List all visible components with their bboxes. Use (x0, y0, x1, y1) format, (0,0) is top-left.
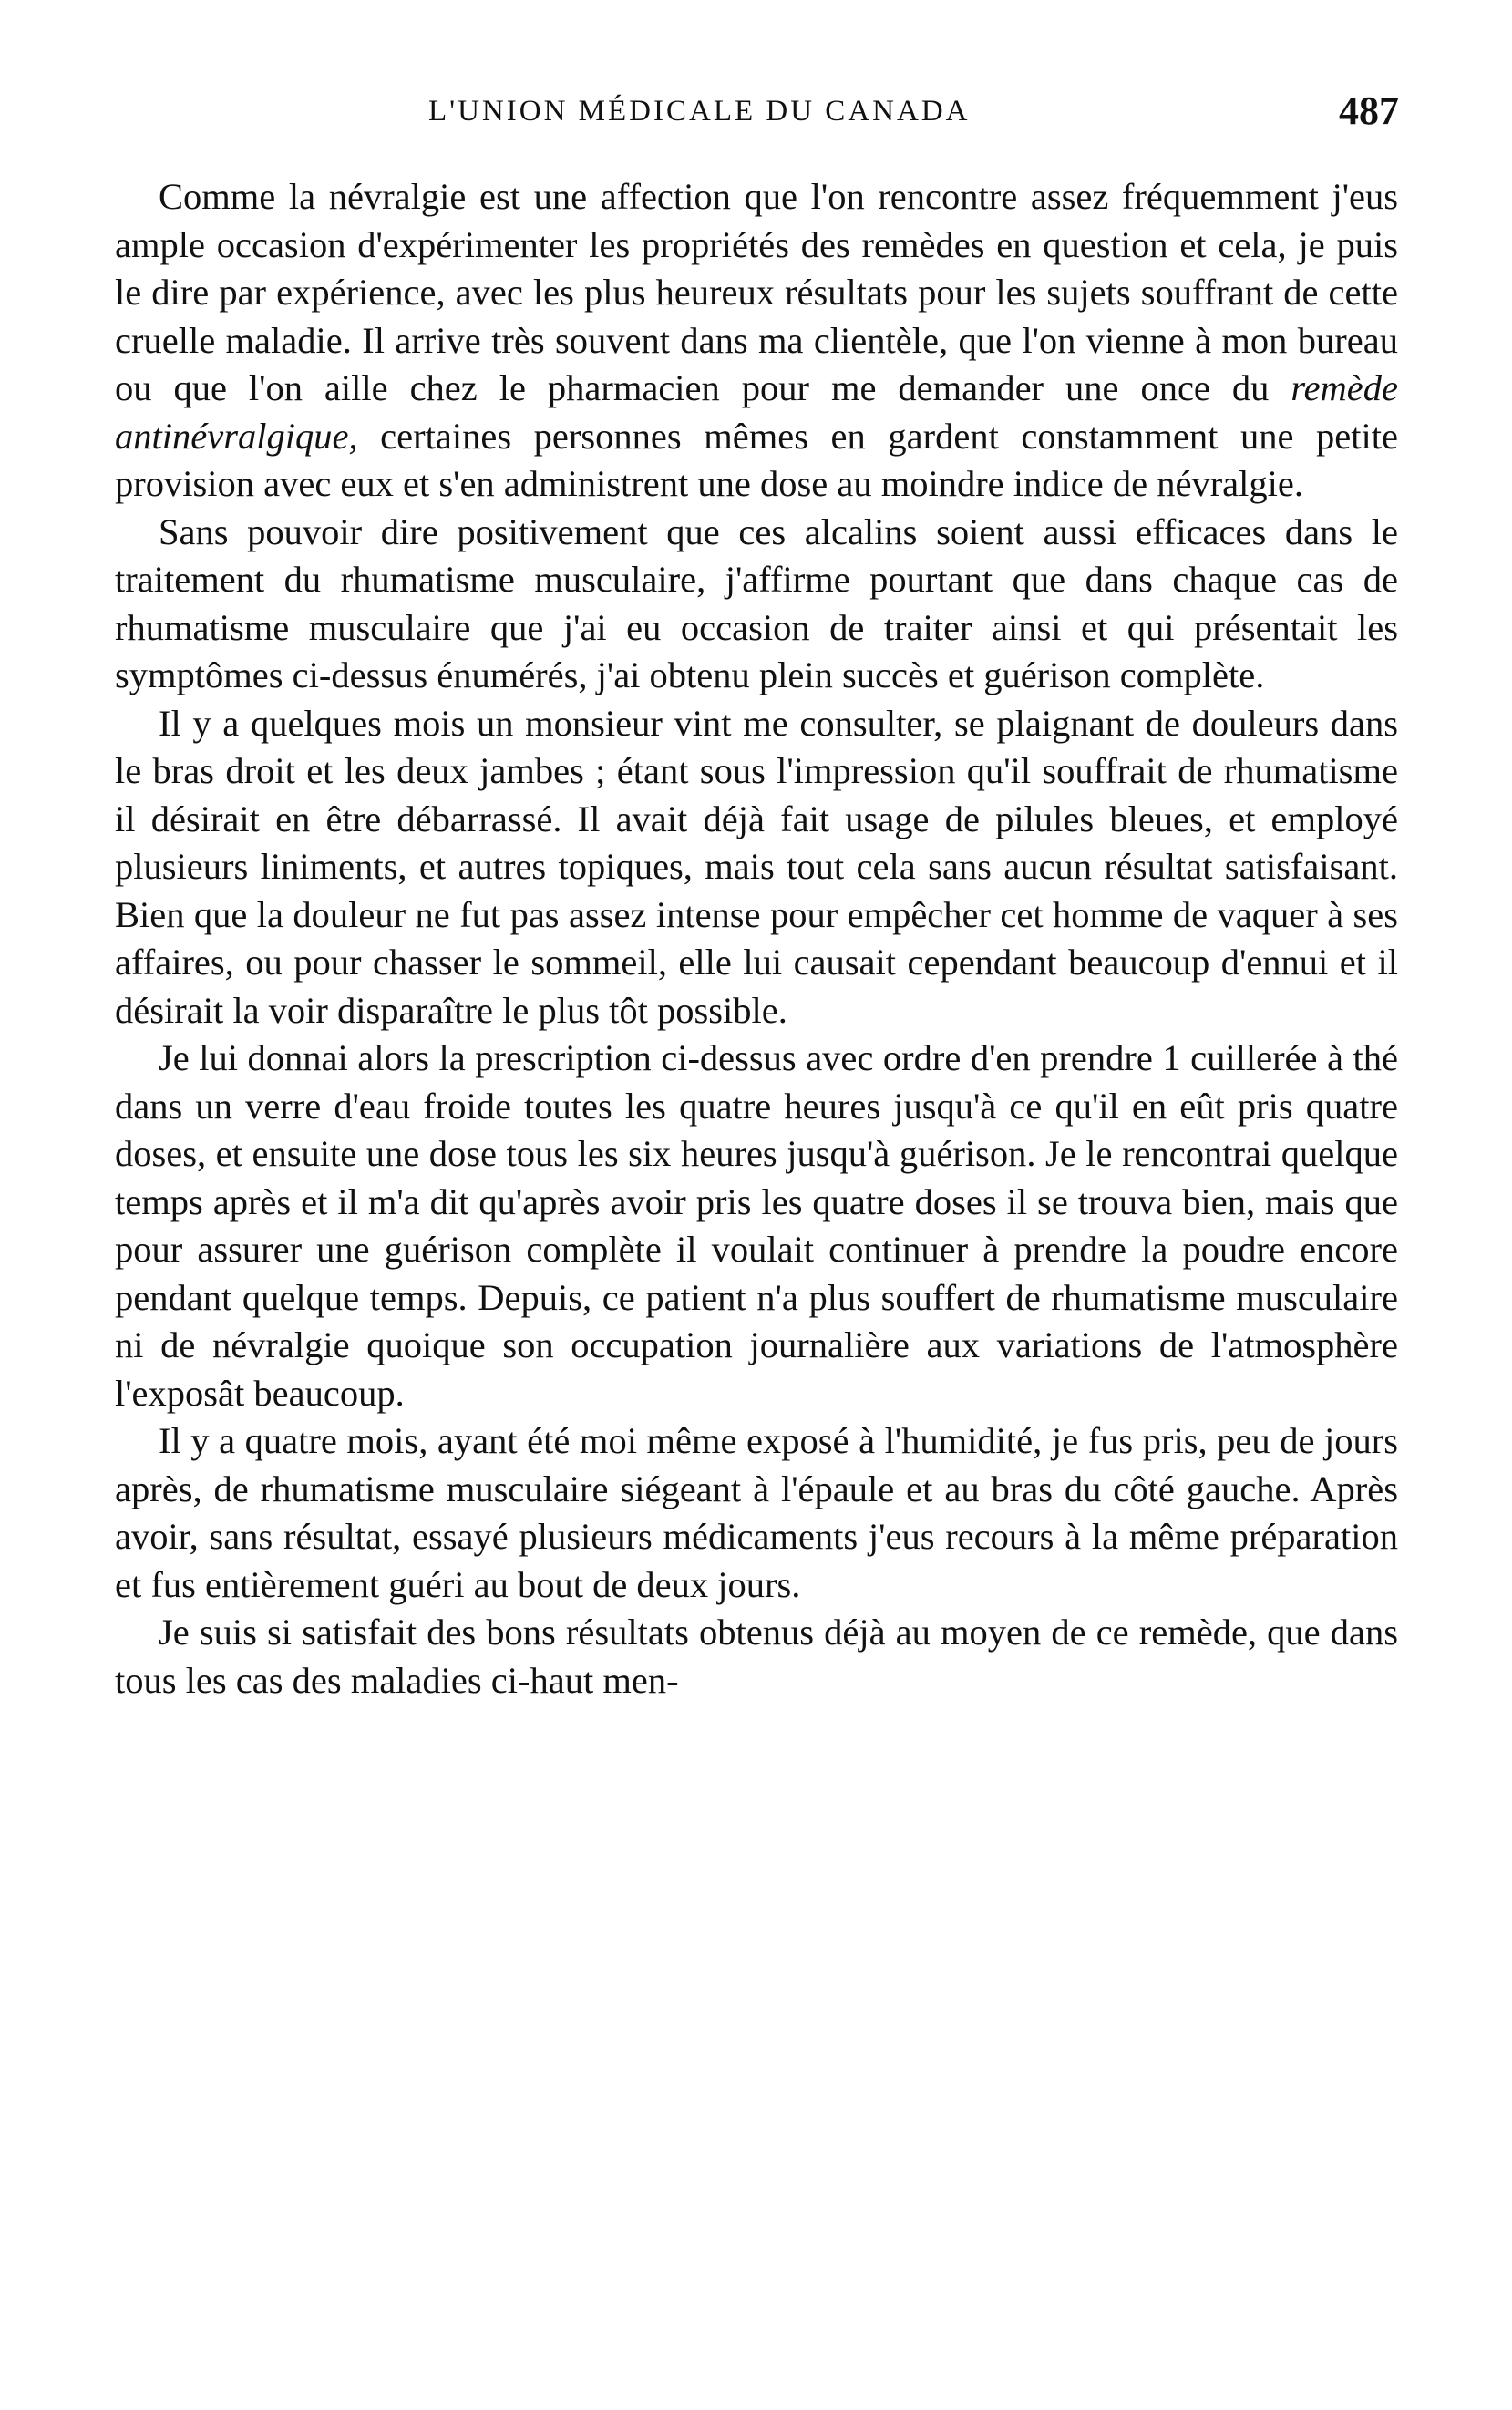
article-body (115, 173, 1398, 1705)
paragraph-1-italic-phrase: remède antinévralgique, (115, 367, 1398, 457)
paragraph-1 (115, 173, 1398, 509)
paragraph-6: Je suis si satisfait des bons résultats obtenus déjà au moyen de ce remède, que dans tous les cas des maladies ci-haut men- (115, 1612, 1398, 1701)
paragraph-1-text-start: Comme la névralgie est une affection que l'on rencontre assez fréquemment j'eus ample occasion d'expérimenter les propriétés des remèdes en question et cela, je puis le dire par expérience, avec les plus heureux résultats pour les sujets souffrant de cette cruelle maladie. Il arrive très souvent dans ma clientèle, que l'on vienne à mon bureau ou que l'on aille chez le pharmacien pour me demander une once du (115, 176, 1398, 408)
paragraph-3: Il y a quelques mois un monsieur vint me consulter, se plaignant de douleurs dans le bras droit et les deux jambes ; étant sous l'impression qu'il souffrait de rhumatisme il désirait en être débarrassé. Il avait déjà fait usage de pilules bleues, et employé plusieurs liniments, et autres topiques, mais tout cela sans aucun résultat satisfaisant. Bien que la douleur ne fut pas assez intense pour empêcher cet homme de vaquer à ses affaires, ou pour chasser le sommeil, elle lui causait cependant beaucoup d'ennui et il désirait la voir disparaître le plus tôt possible. (115, 702, 1398, 1031)
paragraph-1-text-end: certaines personnes mêmes en gardent constamment une petite provision avec eux et s'en administrent une dose au moindre indice de névralgie. (115, 415, 1398, 504)
page-header (0, 88, 1512, 142)
paragraph-2: Sans pouvoir dire positivement que ces alcalins soient aussi efficaces dans le traitement du rhumatisme musculaire, j'affirme pourtant que dans chaque cas de rhumatisme musculaire que j'ai eu occasion de traiter ainsi et qui présentait les symptômes ci-dessus énumérés, j'ai obtenu plein succès et guérison complète. (115, 510, 1398, 695)
paragraph-5: Il y a quatre mois, ayant été moi même exposé à l'humidité, je fus pris, peu de jours après, de rhumatisme musculaire siégeant à l'épaule et au bras du côté gauche. Après avoir, sans résultat, essayé plusieurs médicaments j'eus recours à la même préparation et fus entièrement guéri au bout de deux jours. (115, 1420, 1398, 1605)
paragraph-4: Je lui donnai alors la prescription ci-dessus avec ordre d'en prendre 1 cuillerée à thé dans un verre d'eau froide toutes les quatre heures jusqu'à ce qu'il en eût pris quatre doses, et ensuite une dose tous les six heures jusqu'à guérison. Je le rencontrai quelque temps après et il m'a dit qu'après avoir pris les quatre doses il se trouva bien, mais que pour assurer une guérison complète il voulait continuer à prendre la poudre encore pendant quelque temps. Depuis, ce patient n'a plus souffert de rhumatisme musculaire ni de névralgie quoique son occupation journalière aux variations de l'atmosphère l'exposât beaucoup. (115, 1037, 1398, 1414)
page-number: 487 (1339, 88, 1399, 133)
running-title: L'UNION MÉDICALE DU CANADA (428, 95, 971, 128)
